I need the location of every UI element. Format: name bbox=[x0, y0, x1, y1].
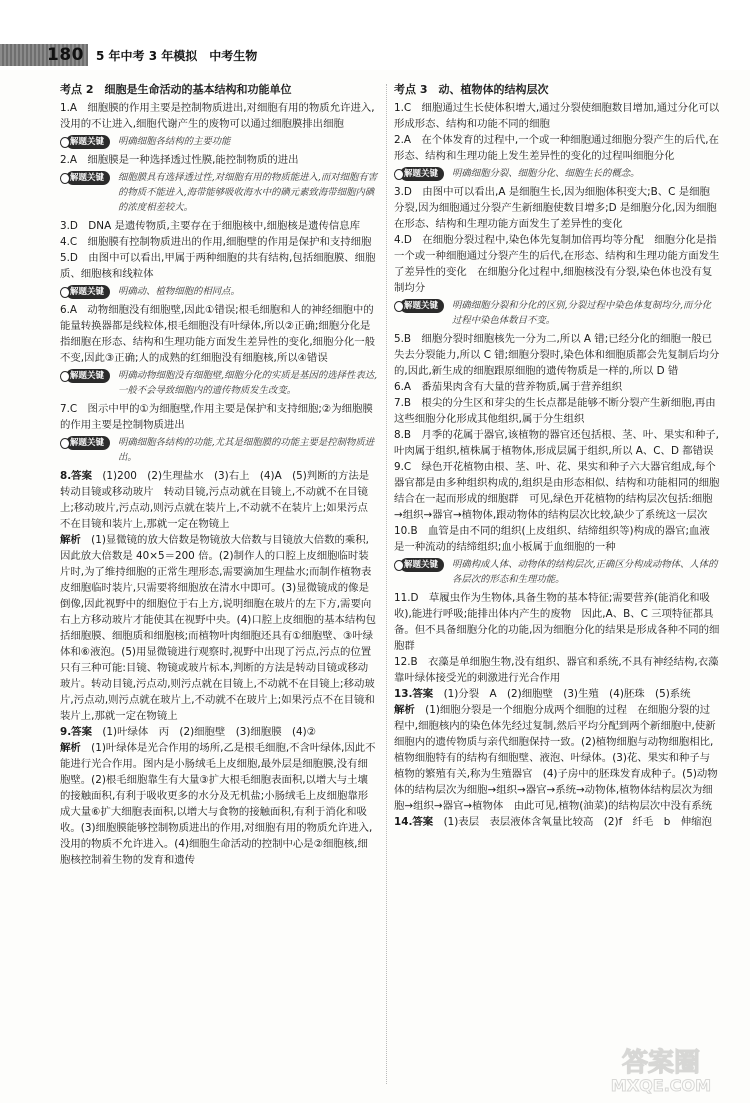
question-item: 7.C 图示中甲的①为细胞壁,作用主要是保护和支持细胞;②为细胞膜的作用主要是控制物质进出 bbox=[60, 403, 373, 431]
question-item: 11.D 草履虫作为生物体,具备生物的基本特征;需要营养(能消化和吸收),能进行呼吸;能排出体内产生的废物 因此,A、B、C 三项特征都具备。但不具备细胞分化的功能,因为细胞分化的结果是形成各种不同的细胞群 bbox=[394, 592, 720, 652]
solution-key-text: 明确细胞各结构的功能,尤其是细胞膜的功能主要是控制物质进出。 bbox=[118, 437, 375, 463]
answer-text: (1)分裂 A (2)细胞壁 (3)生殖 (4)胚珠 (5)系统 bbox=[443, 688, 691, 700]
solution-key-badge: 解题关键 bbox=[66, 436, 110, 450]
analysis-label: 解析 bbox=[60, 534, 81, 546]
right-blocks bbox=[394, 100, 720, 830]
solution-key bbox=[400, 557, 720, 587]
page-number-block bbox=[0, 44, 88, 66]
solution-key-text: 细胞膜具有选择透过性,对细胞有用的物质能进入,而对细胞有害的物质不能进入,海带能够吸收海水中的碘元素致海带细胞内碘的浓度相差较大。 bbox=[118, 172, 378, 213]
column-divider bbox=[386, 84, 388, 1084]
analysis-item bbox=[394, 702, 720, 814]
question-item: 8.B 月季的花属于器官,该植物的器官还包括根、茎、叶、果实和种子,叶肉属于组织,植株属于植物体,形成层属于组织,所以 A、C、D 都错误 bbox=[394, 429, 719, 457]
analysis-label: 解析 bbox=[394, 704, 415, 716]
answer-item bbox=[60, 468, 378, 532]
book-title: 5 年中考 3 年模拟 中考生物 bbox=[96, 48, 258, 63]
question-item: 2.A 在个体发育的过程中,一个或一种细胞通过细胞分裂产生的后代,在形态、结构和生理功能上发生差异性的变化的过程叫细胞分化 bbox=[394, 134, 719, 162]
solution-key-text: 明确细胞分裂、细胞分化、细胞生长的概念。 bbox=[452, 168, 640, 179]
left-column bbox=[60, 82, 378, 868]
question-item: 4.D 在细胞分裂过程中,染色体先复制加倍再均等分配 细胞分化是指一个或一种细胞通过分裂产生的后代,在形态、结构和生理功能方面发生了差异性的变化 在细胞分化过程中,细胞核没有分裂,染色体也没有复制均分 bbox=[394, 234, 720, 294]
answer-item bbox=[394, 814, 720, 830]
answer-text: (1)200 (2)生理盐水 (3)右上 (4)A (5)判断的方法是转动目镜或移动玻片 转动目镜,污点动就在目镜上,不动就不在目镜上;移动玻片,污点动,则污点就在装片上,不动就不在装片上;如果污点不在目镜和装片上,那就一定在物镜上 bbox=[60, 470, 370, 530]
solution-key bbox=[66, 170, 378, 215]
left-blocks bbox=[60, 100, 378, 868]
solution-key-badge: 解题关键 bbox=[400, 299, 444, 313]
answer-label: 9.答案 bbox=[60, 726, 92, 738]
answer-text: (1)叶绿体 丙 (2)细胞壁 (3)细胞膜 (4)② bbox=[102, 726, 317, 738]
watermark-logo bbox=[586, 1043, 736, 1095]
question-item: 1.C 细胞通过生长使体积增大,通过分裂使细胞数目增加,通过分化可以形成形态、结构和功能不同的细胞 bbox=[394, 102, 720, 130]
analysis-text: (1)细胞分裂是一个细胞分成两个细胞的过程 在细胞分裂的过程中,细胞核内的染色体先经过复制,然后平均分配到两个新细胞中,使新细胞内的遗传物质与亲代细胞保持一致。(2)植物细胞与动物细胞相比,植物细胞特有的结构有细胞壁、液泡、叶绿体。(3)花、果实和种子与植物的繁殖有关,称为生殖器官 (4)子房中的胚珠发育成种子。(5)动物体的结构层次为细胞→组织→器官→系统→动物体,植物体结构层次为细胞→组织→器官→植物体 由此可见,植物(油菜)的结构层次中没有系统 bbox=[394, 704, 718, 812]
solution-key-text: 明确动、植物细胞的相同点。 bbox=[118, 286, 240, 297]
analysis-item bbox=[60, 532, 378, 724]
answer-item bbox=[394, 686, 720, 702]
answer-label: 13.答案 bbox=[394, 688, 434, 700]
question-item: 3.D 由图中可以看出,A 是细胞生长,因为细胞体积变大;B、C 是细胞分裂,因为细胞通过分裂产生新细胞使数目增多;D 是细胞分化,因为细胞在形态、结构和生理功能方面发生了差异性的变化 bbox=[394, 186, 717, 230]
question-item: 9.C 绿色开花植物由根、茎、叶、花、果实和种子六大器官组成,每个器官都是由多种组织构成的,组织是由形态相似、结构和功能相同的细胞结合在一起而形成的细胞群 可见,绿色开花植物的结构层次包括:细胞→组织→器官→植物体,跟动物体的结构层次比较,缺少了系统这一层次 bbox=[394, 461, 720, 521]
question-item: 5.D 由图中可以看出,甲属于两种细胞的共有结构,包括细胞膜、细胞质、细胞核和线粒体 bbox=[60, 252, 376, 280]
solution-key-badge: 解题关键 bbox=[66, 369, 110, 383]
question-item: 2.A 细胞膜是一种选择透过性膜,能控制物质的进出 bbox=[60, 154, 299, 166]
question-item: 4.C 细胞膜有控制物质进出的作用,细胞壁的作用是保护和支持细胞 bbox=[60, 236, 372, 248]
solution-key bbox=[400, 166, 720, 181]
section-title: 考点 3 动、植物体的结构层次 bbox=[394, 83, 549, 96]
solution-key-badge: 解题关键 bbox=[400, 558, 444, 572]
watermark-line2: MXQE.COM bbox=[610, 1076, 712, 1095]
right-column bbox=[394, 82, 720, 830]
question-item: 6.A 番茄果肉含有大量的营养物质,属于营养组织 bbox=[394, 381, 623, 393]
solution-key-text: 明确构成人体、动物体的结构层次,正确区分构成动物体、人体的各层次的形态和生理功能。 bbox=[452, 559, 718, 585]
solution-key-text: 明确细胞各结构的主要功能 bbox=[118, 136, 231, 147]
answer-label: 8.答案 bbox=[60, 470, 92, 482]
analysis-label: 解析 bbox=[60, 742, 81, 754]
solution-key bbox=[66, 435, 378, 465]
page-number: 180 bbox=[47, 45, 84, 65]
solution-key bbox=[66, 134, 378, 149]
solution-key-text: 明确细胞分裂和分化的区别,分裂过程中染色体复制均分,而分化过程中染色体数目不变。 bbox=[452, 300, 712, 326]
solution-key-badge: 解题关键 bbox=[66, 171, 110, 185]
question-item: 3.D DNA 是遗传物质,主要存在于细胞核中,细胞核是遗传信息库 bbox=[60, 220, 361, 232]
analysis-item bbox=[60, 740, 378, 868]
solution-key-badge: 解题关键 bbox=[400, 167, 444, 181]
header-bar bbox=[0, 44, 360, 66]
question-item: 7.B 根尖的分生区和芽尖的生长点都是能够不断分裂产生新细胞,再由这些细胞分化形成其他组织,属于分生组织 bbox=[394, 397, 716, 425]
solution-key bbox=[66, 284, 378, 299]
section-title: 考点 2 细胞是生命活动的基本结构和功能单位 bbox=[60, 83, 292, 96]
solution-key-badge: 解题关键 bbox=[66, 285, 110, 299]
answer-text: (1)表层 表层液体含氧量比较高 (2)f 纤毛 b 伸缩泡 bbox=[443, 816, 712, 828]
question-item: 1.A 细胞膜的作用主要是控制物质进出,对细胞有用的物质允许进入,没用的不让进入,细胞代谢产生的废物可以通过细胞膜排出细胞 bbox=[60, 102, 375, 130]
solution-key-text: 明确动物细胞没有细胞壁,细胞分化的实质是基因的选择性表达,一般不会导致细胞内的遗传物质发生改变。 bbox=[118, 370, 378, 396]
analysis-text: (1)叶绿体是光合作用的场所,乙是根毛细胞,不含叶绿体,因此不能进行光合作用。图内是小肠绒毛上皮细胞,最外层是细胞膜,没有细胞壁。(2)根毛细胞靠生有大量③扩大根毛细胞表面积,以增大与土壤的接触面积,有利于吸收更多的水分及无机盐;小肠绒毛上皮细胞靠形成大量⑥扩大细胞表面积,以增大与食物的接触面积,有利于消化和吸收。(3)细胞膜能够控制物质进出的作用,对细胞有用的物质允许进入,没用的物质不允许进入。(4)细胞生命活动的控制中心是②细胞核,细胞核控制着生物的发育和遗传 bbox=[60, 742, 376, 866]
solution-key-badge: 解题关键 bbox=[66, 135, 110, 149]
answer-label: 14.答案 bbox=[394, 816, 434, 828]
question-item: 10.B 血管是由不同的组织(上皮组织、结缔组织等)构成的器官;血液是一种流动的结缔组织;血小板属于血细胞的一种 bbox=[394, 525, 710, 553]
question-item: 5.B 细胞分裂时细胞核先一分为二,所以 A 错;已经分化的细胞一般已失去分裂能力,所以 C 错;细胞分裂时,染色体和细胞质都会先复制后均分的,因此,新生成的细胞跟原细胞的遗传物质是一样的,所以 D 错 bbox=[394, 333, 720, 377]
question-item: 6.A 动物细胞没有细胞壁,因此①错误;根毛细胞和人的神经细胞中的能量转换器都是线粒体,根毛细胞没有叶绿体,所以②正确;细胞分化是指细胞在形态、结构和生理功能方面发生差异性的变化,细胞分化一般不变,因此③正确;人的成熟的红细胞没有细胞核,所以④错误 bbox=[60, 304, 376, 364]
page-header bbox=[0, 0, 750, 70]
solution-key bbox=[66, 368, 378, 398]
question-item: 12.B 衣藻是单细胞生物,没有组织、器官和系统,不具有神经结构,衣藻靠叶绿体接受光的刺激进行光合作用 bbox=[394, 656, 719, 684]
answer-item bbox=[60, 724, 378, 740]
watermark-line1: 答案圈 bbox=[621, 1048, 701, 1078]
solution-key bbox=[400, 298, 720, 328]
analysis-text: (1)显微镜的放大倍数是物镜放大倍数与目镜放大倍数的乘积,因此放大倍数是 40×5＝200 倍。(2)制作人的口腔上皮细胞临时装片时,为了维持细胞的正常生理形态,需要滴加生理盐水;而制作植物表皮细胞临时装片,只需要将细胞放在清水中即可。(3)显微镜成的像是倒像,因此视野中的细胞位于右上方,说明细胞在玻片的左下方,需要向右上方移动玻片才能使其在视野中央。(4)口腔上皮细胞的基本结构包括细胞膜、细胞质和细胞核;而植物叶肉细胞还具有①细胞壁、③叶绿体和⑥液泡。(5)用显微镜进行观察时,视野中出现了污点,污点的位置只有三种可能:目镜、物镜或玻片标本,判断的方法是转动目镜或移动玻片。转动目镜,污点动,则污点就在目镜上,不动就不在目镜上;移动玻片,污点动,则污点就在玻片上,不动就不在玻片上;如果污点不在目镜和装片上,那就一定在物镜上 bbox=[60, 534, 377, 722]
